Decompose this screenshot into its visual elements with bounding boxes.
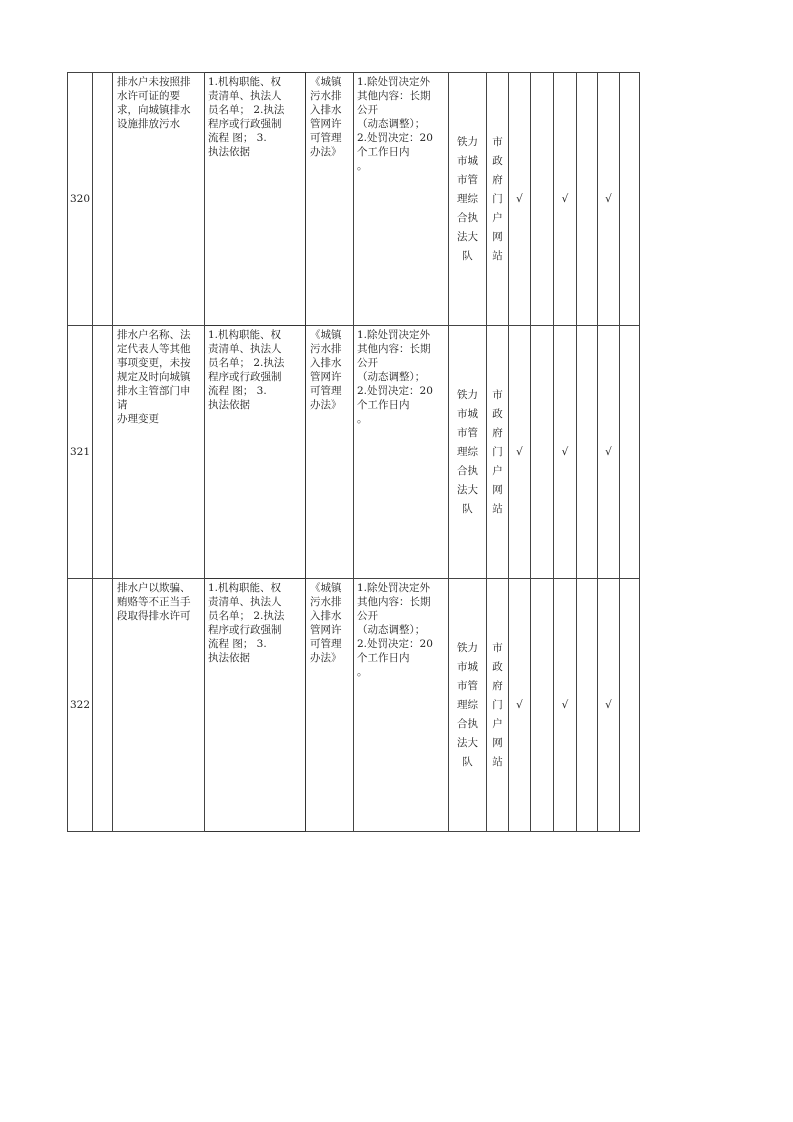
check-cell [531,579,554,832]
channel-cell [487,326,509,579]
blank-cell [93,73,113,326]
channel-text: 市政府门户网站 [492,641,503,768]
check-cell: √ [509,326,531,579]
check-cell: √ [598,579,620,832]
check-cell: √ [598,73,620,326]
subject-text: 铁力市城市管理综合执法大队 [457,388,478,515]
check-cell: √ [554,73,577,326]
check-cell: √ [509,73,531,326]
check-cell [577,579,598,832]
channel-cell [487,579,509,832]
law-cell: 《城镇 污水排 入排水 管网许 可管理 办法》 [306,73,354,326]
basis-cell: 1.机构职能、权 责清单、执法人 员名单； 2.执法 程序或行政强制 流程 图； 3. 执法依据 [205,579,306,832]
check-cell [620,73,640,326]
check-cell [531,326,554,579]
check-cell [620,579,640,832]
subject-cell [449,73,487,326]
check-cell [531,73,554,326]
matter-cell: 排水户未按照排 水许可证的要 求，向城镇排水 设施排放污水 [113,73,205,326]
check-cell: √ [509,579,531,832]
content-cell: 1.除处罚决定外 其他内容：长期 公开 （动态调整）； 2.处罚决定：20 个工作日内 。 [354,579,449,832]
content-cell: 1.除处罚决定外 其他内容：长期 公开 （动态调整）； 2.处罚决定：20 个工作日内 。 [354,73,449,326]
basis-cell: 1.机构职能、权 责清单、执法人 员名单； 2.执法 程序或行政强制 流程 图； 3. 执法依据 [205,326,306,579]
matter-cell: 排水户名称、法 定代表人等其他 事项变更，未按 规定及时向城镇 排水主管部门申 请 办理变更 [113,326,205,579]
subject-text: 铁力市城市管理综合执法大队 [457,135,478,262]
check-cell: √ [554,326,577,579]
matter-cell: 排水户以欺骗、 贿赂等不正当手 段取得排水许可 [113,579,205,832]
check-cell [577,326,598,579]
channel-text: 市政府门户网站 [492,388,503,515]
blank-cell [93,326,113,579]
content-cell: 1.除处罚决定外 其他内容：长期 公开 （动态调整）； 2.处罚决定：20 个工作日内 。 [354,326,449,579]
channel-cell [487,73,509,326]
check-cell: √ [598,326,620,579]
check-cell [577,73,598,326]
disclosure-table [67,72,640,832]
subject-text: 铁力市城市管理综合执法大队 [457,641,478,768]
law-cell: 《城镇 污水排 入排水 管网许 可管理 办法》 [306,326,354,579]
row-number: 320 [68,73,93,326]
table-row [68,579,640,832]
row-number: 321 [68,326,93,579]
subject-cell [449,579,487,832]
table-row [68,326,640,579]
basis-cell: 1.机构职能、权 责清单、执法人 员名单； 2.执法 程序或行政强制 流程 图； 3. 执法依据 [205,73,306,326]
row-number: 322 [68,579,93,832]
channel-text: 市政府门户网站 [492,135,503,262]
check-cell [620,326,640,579]
check-cell: √ [554,579,577,832]
law-cell: 《城镇 污水排 入排水 管网许 可管理 办法》 [306,579,354,832]
table-row [68,73,640,326]
subject-cell [449,326,487,579]
blank-cell [93,579,113,832]
table-body [68,73,640,832]
